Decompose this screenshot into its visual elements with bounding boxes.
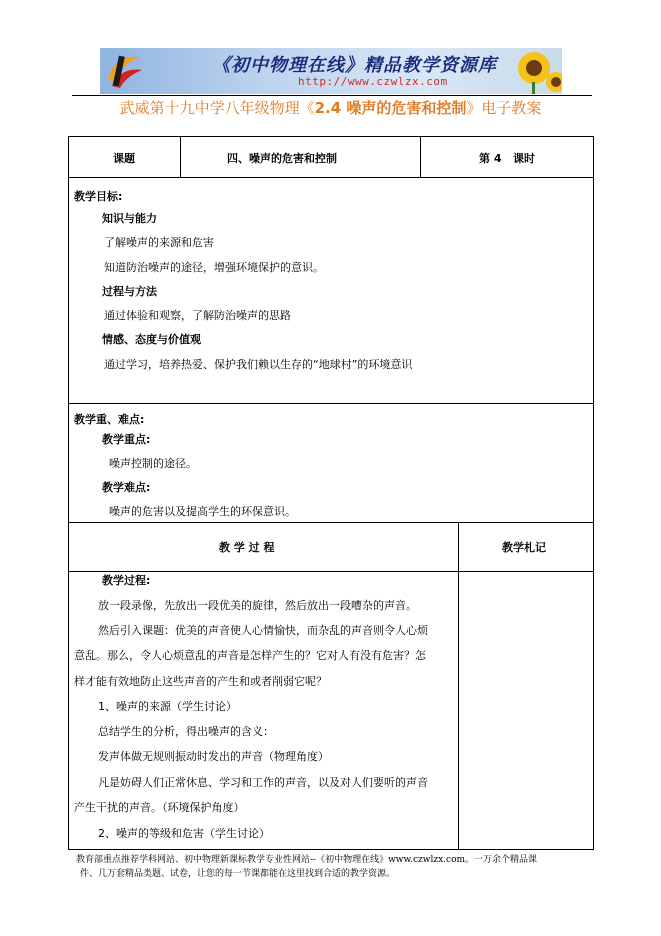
- col-divider: [420, 137, 421, 177]
- objective-line: 了解噪声的来源和危害: [104, 236, 214, 249]
- subject-label: 课题: [113, 152, 135, 165]
- process-line: 样才能有效地防止这些声音的产生和或者削弱它呢？: [74, 675, 327, 688]
- process-column-header: 教 学 过 程: [219, 541, 275, 554]
- col-divider: [180, 137, 181, 177]
- process-line: 总结学生的分析，得出噪声的含义：: [98, 725, 274, 738]
- footer-line: 教育部重点推荐学科网站、初中物理新课标教学专业性网站--《初中物理在线》www.czwlzx.com。一万余个精品课: [76, 855, 538, 865]
- banner-url-link[interactable]: http://www.czwlzx.com: [298, 75, 448, 88]
- difficult-point: 噪声的危害以及提高学生的环保意识。: [109, 505, 296, 518]
- process-line: 意乱。那么，令人心烦意乱的声音是怎样产生的？它对人有没有危害？怎: [74, 649, 426, 662]
- row-divider: [69, 571, 593, 572]
- header-rule: [72, 95, 592, 96]
- process-heading: 教学过程:: [102, 574, 151, 587]
- subject-topic: 四、噪声的危害和控制: [227, 152, 337, 165]
- row-divider: [69, 403, 593, 404]
- process-line: 凡是妨碍人们正常休息、学习和工作的声音，以及对人们要听的声音: [98, 776, 428, 789]
- objective-section-title: 情感、态度与价值观: [102, 333, 201, 346]
- key-points-heading: 教学重、难点:: [74, 413, 145, 426]
- process-line: 然后引入课题：优美的声音使人心情愉快，而杂乱的声音则令人心烦: [98, 624, 428, 637]
- lesson-period: 第 4 课时: [479, 152, 535, 165]
- footer-line: 件、几万套精品类题、试卷，让您的每一节课都能在这里找到合适的教学资源。: [80, 869, 396, 879]
- process-line: 1、噪声的来源（学生讨论）: [98, 700, 237, 713]
- difficult-title: 教学难点:: [102, 481, 151, 494]
- lesson-plan-table: [68, 136, 594, 850]
- important-title: 教学重点:: [102, 433, 151, 446]
- process-line: 2、噪声的等级和危害（学生讨论）: [98, 827, 270, 840]
- document-title: [0, 97, 661, 118]
- title-topic: 2.4 噪声的危害和控制: [314, 99, 467, 117]
- objective-line: 通过学习，培养热爱、保护我们赖以生存的“地球村”的环境意识: [104, 358, 413, 371]
- row-divider: [69, 522, 593, 523]
- banner-title: 《初中物理在线》精品教学资源库: [212, 55, 497, 76]
- objectives-heading: 教学目标:: [74, 190, 123, 203]
- sunflower-icon: [492, 48, 562, 94]
- row-divider: [69, 177, 593, 178]
- objective-line: 通过体验和观察，了解防治噪声的思路: [104, 309, 291, 322]
- title-suffix: 》电子教案: [466, 99, 542, 117]
- site-banner: [100, 48, 562, 94]
- page-footer: [76, 853, 596, 881]
- process-line: 产生干扰的声音。（环境保护角度）: [74, 801, 245, 814]
- important-point: 噪声控制的途径。: [109, 457, 197, 470]
- objective-line: 知道防治噪声的途径，增强环境保护的意识。: [104, 261, 324, 274]
- site-logo-icon: [102, 50, 146, 92]
- process-line: 发声体做无规则振动时发出的声音（物理角度）: [98, 750, 329, 763]
- objective-section-title: 过程与方法: [102, 285, 157, 298]
- title-prefix: 武威第十九中学八年级物理《: [119, 99, 315, 117]
- notes-column-header: 教学札记: [502, 541, 546, 554]
- objective-section-title: 知识与能力: [102, 212, 157, 225]
- process-line: 放一段录像，先放出一段优美的旋律，然后放出一段嘈杂的声音。: [98, 599, 417, 612]
- col-divider: [458, 522, 459, 849]
